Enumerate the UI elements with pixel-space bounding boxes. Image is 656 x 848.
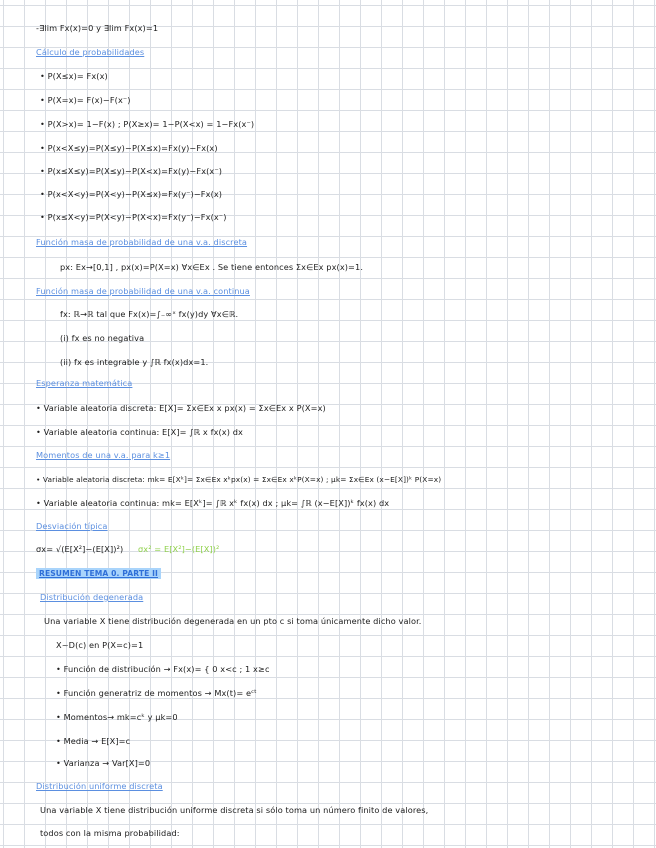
- note-line: • Variable aleatoria discreta: E[X]= Σx∈Ex x px(x) = Σx∈Ex x P(X=x): [36, 403, 326, 413]
- note-line: • Momentos→ mk=cᵏ y μk=0: [56, 712, 178, 722]
- note-line: • P(x<X<y)=P(X<y)−P(X≤x)=Fx(y⁻)−Fx(x): [40, 189, 223, 199]
- note-line: X~D(c) en P(X=c)=1: [56, 640, 144, 650]
- summary-title-line: [36, 568, 161, 579]
- note-line: • Media → E[X]=c: [56, 736, 131, 746]
- note-line: [36, 544, 219, 555]
- note-line: (ii) fx es integrable y ∫ℝ fx(x)dx=1.: [60, 357, 209, 367]
- note-line-limits: -∃lim Fx(x)=0 y ∃lim Fx(x)=1: [36, 23, 159, 33]
- note-line: • Función de distribución → Fx(x)= { 0 x<c ; 1 x≥c: [56, 664, 270, 674]
- note-line: • P(X=x)= F(x)−F(x⁻): [40, 95, 131, 105]
- heading-masa-discreta: Función masa de probabilidad de una v.a. discreta: [36, 237, 248, 247]
- heading-momentos: Momentos de una v.a. para k≥1: [36, 450, 171, 460]
- note-line: px: Ex→[0,1] , px(x)=P(X=x) ∀x∈Ex . Se tiene entonces Σx∈Ex px(x)=1.: [60, 262, 364, 272]
- note-line: • P(X>x)= 1−F(x) ; P(X≥x)= 1−P(X<x) = 1−Fx(x⁻): [40, 119, 255, 129]
- heading-uniforme-discreta: Distribución uniforme discreta: [36, 781, 163, 791]
- note-line: Una variable X tiene distribución uniforme discreta si sólo toma un número finito de valores,: [40, 805, 429, 815]
- note-line: (i) fx es no negativa: [60, 333, 145, 343]
- note-line: fx: ℝ→ℝ tal que Fx(x)=∫₋∞ˣ fx(y)dy ∀x∈ℝ.: [60, 309, 239, 319]
- note-line: • P(x≤X≤y)=P(X≤y)−P(X<x)=Fx(y)−Fx(x⁻): [40, 166, 223, 176]
- heading-masa-continua: Función masa de probabilidad de una v.a. continua: [36, 286, 250, 296]
- note-line: Una variable X tiene distribución degenerada en un pto c si toma únicamente dicho valor.: [44, 616, 422, 626]
- note-line: todos con la misma probabilidad:: [40, 828, 180, 838]
- heading-distribucion-degenerada: Distribución degenerada: [40, 592, 144, 602]
- summary-title: RESUMEN TEMA 0. PARTE II: [36, 568, 161, 579]
- note-line: • P(X≤x)= Fx(x): [40, 71, 108, 81]
- heading-esperanza: Esperanza matemática: [36, 378, 133, 388]
- note-line: • P(x≤X<y)=P(X<y)−P(X<x)=Fx(y⁻)−Fx(x⁻): [40, 212, 227, 222]
- heading-desviacion-tipica: Desviación típica: [36, 521, 108, 531]
- heading-calculo-probabilidades: Cálculo de probabilidades: [36, 47, 145, 57]
- formula-desviacion: σx= √(E[X²]−(E[X])²): [36, 544, 124, 554]
- note-line: • Variable aleatoria continua: mk= E[Xᵏ]= ∫ℝ xᵏ fx(x) dx ; μk= ∫ℝ (x−E[X])ᵏ fx(x) dx: [36, 498, 390, 508]
- note-line: • Función generatriz de momentos → Mx(t)= eᶜᵗ: [56, 688, 257, 698]
- note-line: • Varianza → Var[X]=0: [56, 758, 151, 768]
- note-line: • Variable aleatoria continua: E[X]= ∫ℝ x fx(x) dx: [36, 427, 243, 437]
- formula-varianza-green: σx² = E[X²]−(E[X])²: [137, 544, 220, 554]
- note-line: • P(x<X≤y)=P(X≤y)−P(X≤x)=Fx(y)−Fx(x): [40, 143, 218, 153]
- note-line: • Variable aleatoria discreta: mk= E[Xᵏ]= Σx∈Ex xᵏpx(x) = Σx∈Ex xᵏP(X=x) ; μk= Σx∈Ex (x−E[X])ᵏ P(X=x): [36, 475, 442, 484]
